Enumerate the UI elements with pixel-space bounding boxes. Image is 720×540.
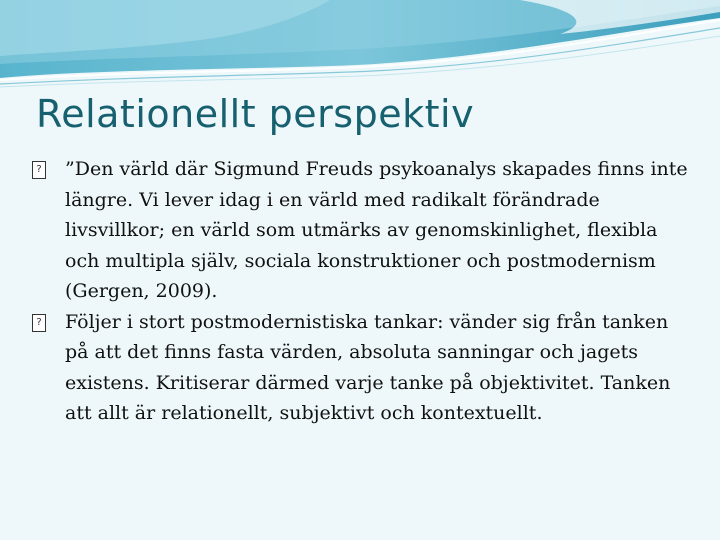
slide-title: Relationellt perspektiv [36, 92, 475, 136]
unknown-glyph-icon: ? [32, 161, 46, 179]
bullet-item [32, 307, 692, 429]
unknown-glyph-icon: ? [32, 314, 46, 332]
bullet-item [32, 154, 692, 307]
header-wave-decoration [0, 0, 720, 90]
bullet-list [32, 154, 692, 429]
bullet-text: Följer i stort postmodernistiska tankar: vänder sig från tanken på att det finns fasta värden, absoluta sanningar och jagets existens. Kritiserar därmed varje tanke på objektivitet. Tanken att allt är relationellt, subjektivt och kontextuellt. [65, 310, 671, 424]
bullet-text: ”Den värld där Sigmund Freuds psykoanalys skapades finns inte längre. Vi lever idag i en värld med radikalt förändrade livsvillkor; en värld som utmärks av genomskinlighet, flexibla och multipla själv, sociala konstruktioner och postmodernism (Gergen, 2009). [65, 158, 688, 302]
